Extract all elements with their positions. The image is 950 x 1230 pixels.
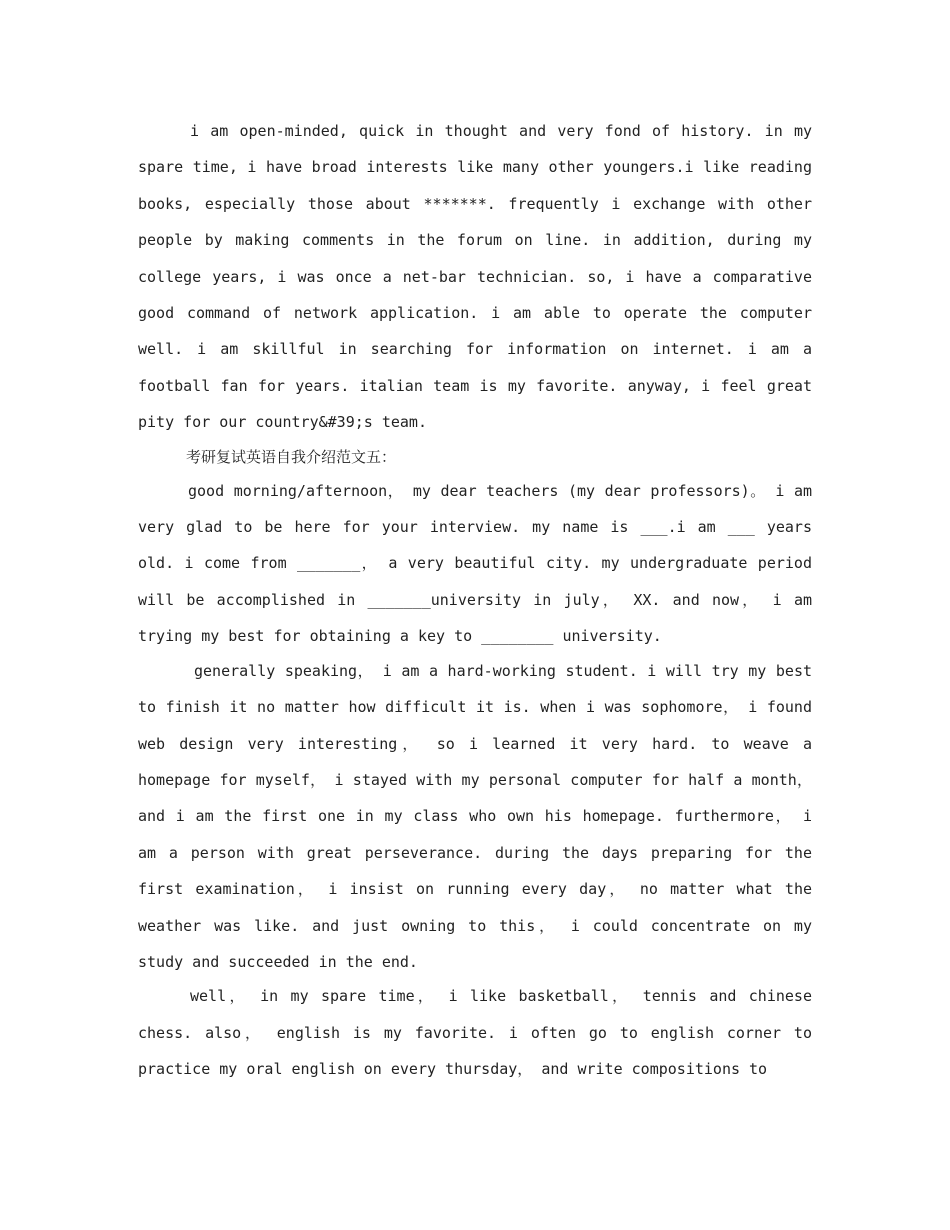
paragraph-hard-working: generally speaking， i am a hard-working student. i will try my best to finish it no matter how difficult it is. when i was sophomore， i found web design very interesting， so i learned it very hard. to weave a homepage for myself， i stayed with my personal computer for half a month， and i am the first one in my class who own his homepage. furthermore， i am a person with great perseverance. during the days preparing for the first examination， i insist on running every day， no matter what the weather was like. and just owning to this， i could concentrate on my study and succeeded in the end.	[138, 661, 812, 971]
paragraph-hobbies: i am open-minded, quick in thought and very fond of history. in my spare time, i have broad interests like many other youngers.i like reading books, especially those about *******. frequently i exchange with other people by making comments in the forum on line. in addition, during my college years, i was once a net-bar technician. so, i have a comparative good command of network application. i am able to operate the computer well. i am skillful in searching for information on internet. i am a football fan for years. italian team is my favorite. anyway, i feel great pity for our country&#39;s team.	[138, 122, 812, 432]
paragraph-greeting: good morning/afternoon， my dear teachers (my dear professors)。 i am very glad to be here for your interview. my name is ___.i am ___ years old. i come from _______， a very beautiful city. my undergraduate period will be accomplished in _______university in july， XX. and now， i am trying my best for obtaining a key to ________ university.	[138, 481, 812, 646]
document-body	[138, 113, 812, 1088]
section-heading: 考研复试英语自我介绍范文五：	[186, 447, 397, 466]
paragraph-spare-time: well， in my spare time， i like basketball， tennis and chinese chess. also， english is my favorite. i often go to english corner to practice my oral english on every thursday， and write compositions to	[138, 987, 812, 1079]
